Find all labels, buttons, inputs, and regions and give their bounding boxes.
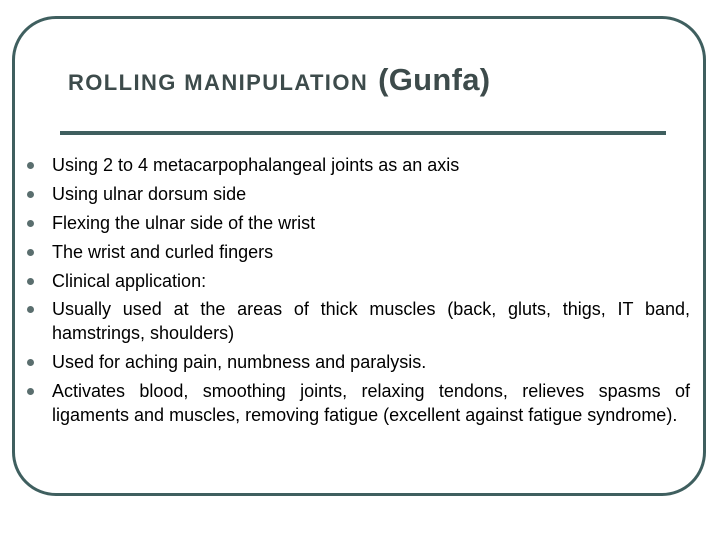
title-main: ROLLING MANIPULATION	[68, 70, 369, 95]
bullet-text: Using 2 to 4 metacarpophalangeal joints as an axis	[52, 155, 460, 175]
bullet-item	[52, 297, 690, 345]
bullet-item	[52, 153, 690, 177]
bullet-dot-icon	[27, 191, 34, 198]
slide-title	[68, 62, 490, 98]
bullet-dot-icon	[27, 306, 34, 313]
bullet-item	[52, 182, 690, 206]
bullet-text: Flexing the ulnar side of the wrist	[52, 213, 316, 233]
bullet-dot-icon	[27, 220, 34, 227]
bullet-item	[52, 269, 690, 293]
bullet-text: Usually used at the areas of thick muscles (back, gluts, thigs, IT band, hamstrings, shoulders)	[52, 299, 690, 343]
bullet-text: The wrist and curled fingers	[52, 242, 274, 262]
bullet-dot-icon	[27, 388, 34, 395]
title-subtitle: (Gunfa)	[378, 62, 491, 97]
bullet-dot-icon	[27, 278, 34, 285]
bullet-text: Clinical application:	[52, 271, 207, 291]
bullet-dot-icon	[27, 162, 34, 169]
bullet-text: Used for aching pain, numbness and paralysis.	[52, 352, 427, 372]
bullet-dot-icon	[27, 249, 34, 256]
bullet-dot-icon	[27, 359, 34, 366]
bullet-item	[52, 350, 690, 374]
title-underline	[60, 131, 666, 135]
bullet-item	[52, 211, 690, 235]
bullet-item	[52, 379, 690, 427]
bullet-item	[52, 240, 690, 264]
bullet-text: Activates blood, smoothing joints, relaxing tendons, relieves spasms of ligaments and muscles, removing fatigue (excellent against fatigue syndrome).	[52, 381, 690, 425]
bullet-text: Using ulnar dorsum side	[52, 184, 247, 204]
